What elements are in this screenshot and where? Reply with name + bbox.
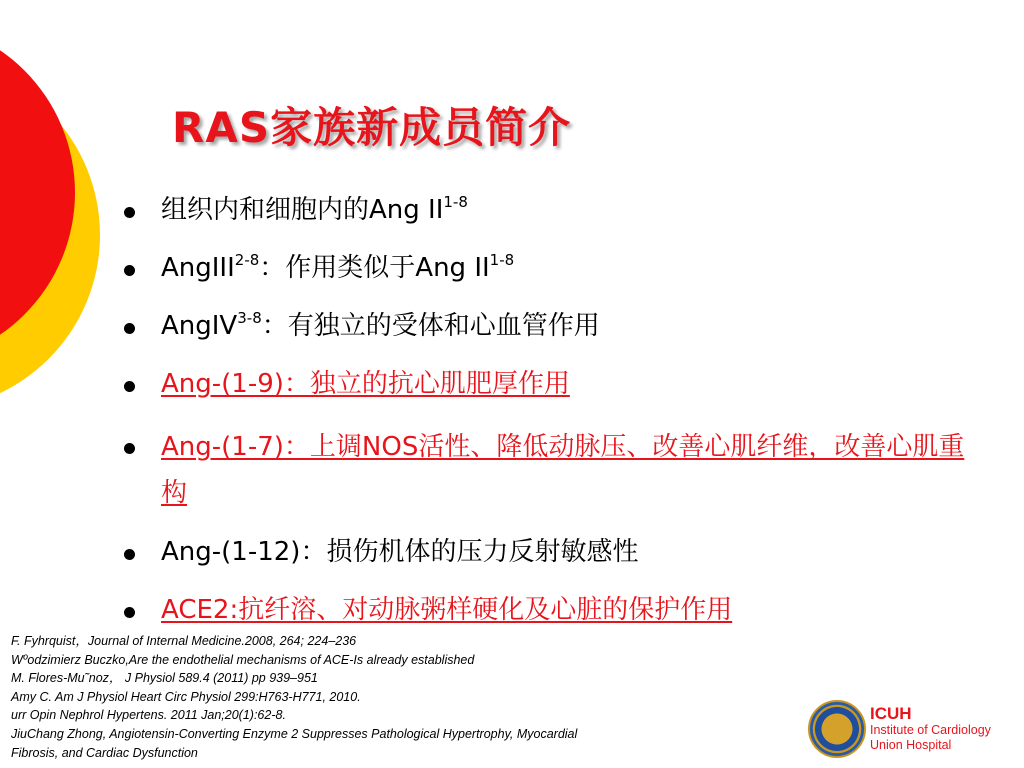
bullet-item-5: [124, 424, 984, 516]
bullet-list: [124, 192, 984, 650]
bullet-text: ACE2:抗纤溶、对动脉粥样硬化及心脏的保护作用: [161, 595, 733, 625]
bullet-item-6: [124, 534, 984, 571]
bullet-text: Ang-(1-7)：上调NOS活性、降低动脉压、改善心肌纤维，改善心肌重构: [161, 432, 965, 508]
reference-line: JiuChang Zhong, Angiotensin-Converting Enzyme 2 Suppresses Pathological Hypertrophy, Myocardial: [11, 726, 578, 741]
bullet-text-continued: ：有独立的受体和心血管作用: [261, 311, 600, 341]
bullet-text: AngIII: [161, 253, 235, 283]
bullet-dot-icon: [124, 443, 135, 454]
bullet-item-3: [124, 308, 984, 345]
bullet-dot-icon: [124, 323, 135, 334]
reference-line: Amy C. Am J Physiol Heart Circ Physiol 299:H763-H771, 2010.: [11, 689, 361, 704]
reference-line: urr Opin Nephrol Hypertens. 2011 Jan;20(1):62-8.: [11, 708, 286, 723]
bullet-text: Ang-(1-12)：损伤机体的压力反射敏感性: [161, 537, 639, 567]
bullet-item-7: [124, 592, 984, 629]
logo-line-2: Union Hospital: [870, 738, 952, 752]
bullet-text: 组织内和细胞内的Ang II: [161, 195, 444, 225]
bullet-superscript: 1-8: [489, 251, 515, 269]
bullet-item-1: [124, 192, 984, 229]
bullet-text: Ang-(1-9)：独立的抗心肌肥厚作用: [161, 369, 570, 399]
bullet-item-4: [124, 366, 984, 403]
slide-title: RAS家族新成员简介: [172, 103, 572, 152]
bullet-superscript: 2-8: [234, 251, 260, 269]
logo-line-1: Institute of Cardiology: [870, 723, 991, 737]
logo-name: ICUH: [870, 704, 912, 723]
reference-line: Wºodzimierz Buczko,Are the endothelial mechanisms of ACE-Is already established: [11, 652, 475, 667]
union-hospital-seal-logo: [808, 700, 866, 758]
references: [11, 632, 791, 762]
bullet-dot-icon: [124, 207, 135, 218]
institute-logo-text: [870, 705, 991, 753]
bullet-superscript: 1-8: [443, 193, 468, 211]
bullet-dot-icon: [124, 265, 135, 276]
bullet-text: AngIV: [161, 311, 238, 341]
reference-line: Fibrosis, and Cardiac Dysfunction: [11, 745, 198, 760]
bullet-dot-icon: [124, 381, 135, 392]
bullet-dot-icon: [124, 549, 135, 560]
bullet-dot-icon: [124, 607, 135, 618]
reference-line: F. Fyhrquist，Journal of Internal Medicine.2008, 264; 224–236: [11, 634, 357, 648]
reference-line: M. Flores-Mu˜noz， J Physiol 589.4 (2011) pp 939–951: [11, 671, 318, 686]
bullet-superscript: 3-8: [237, 309, 262, 327]
bullet-item-2: [124, 250, 984, 287]
bullet-text-continued: ：作用类似于Ang II: [259, 253, 490, 283]
